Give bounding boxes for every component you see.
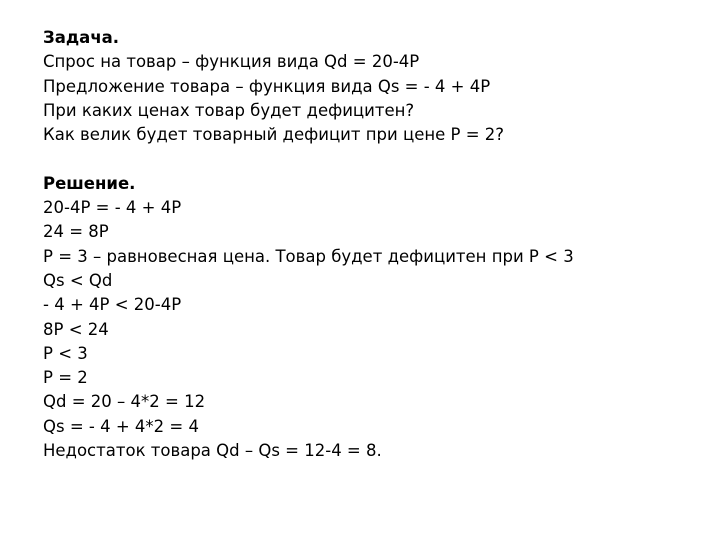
- solution-line-11: Недостаток товара Qd – Qs = 12-4 = 8.: [43, 441, 382, 461]
- problem-line-question-deficit: Как велик будет товарный дефицит при цене P = 2?: [43, 125, 505, 145]
- solution-line-5: - 4 + 4P < 20-4P: [43, 295, 182, 315]
- problem-line-supply: Предложение товара – функция вида Qs = - 4 + 4P: [43, 76, 491, 96]
- problem-heading: Задача.: [43, 28, 120, 47]
- section-spacer: [43, 147, 703, 171]
- slide-content: [43, 26, 703, 463]
- problem-line-demand: Спрос на товар – функция вида Qd = 20-4P: [43, 52, 420, 72]
- solution-line-1: 20-4P = - 4 + 4P: [43, 198, 182, 218]
- problem-line-question-prices: При каких ценах товар будет дефицитен?: [43, 100, 415, 120]
- solution-line-6: 8P < 24: [43, 319, 109, 339]
- solution-line-9: Qd = 20 – 4*2 = 12: [43, 392, 206, 412]
- solution-line-3: P = 3 – равновесная цена. Товар будет дефицитен при P < 3: [43, 246, 574, 266]
- solution-line-7: P < 3: [43, 343, 88, 363]
- solution-line-4: Qs < Qd: [43, 270, 113, 290]
- solution-line-8: P = 2: [43, 368, 88, 388]
- solution-line-10: Qs = - 4 + 4*2 = 4: [43, 416, 199, 436]
- solution-line-2: 24 = 8P: [43, 222, 109, 242]
- solution-heading: Решение.: [43, 173, 136, 193]
